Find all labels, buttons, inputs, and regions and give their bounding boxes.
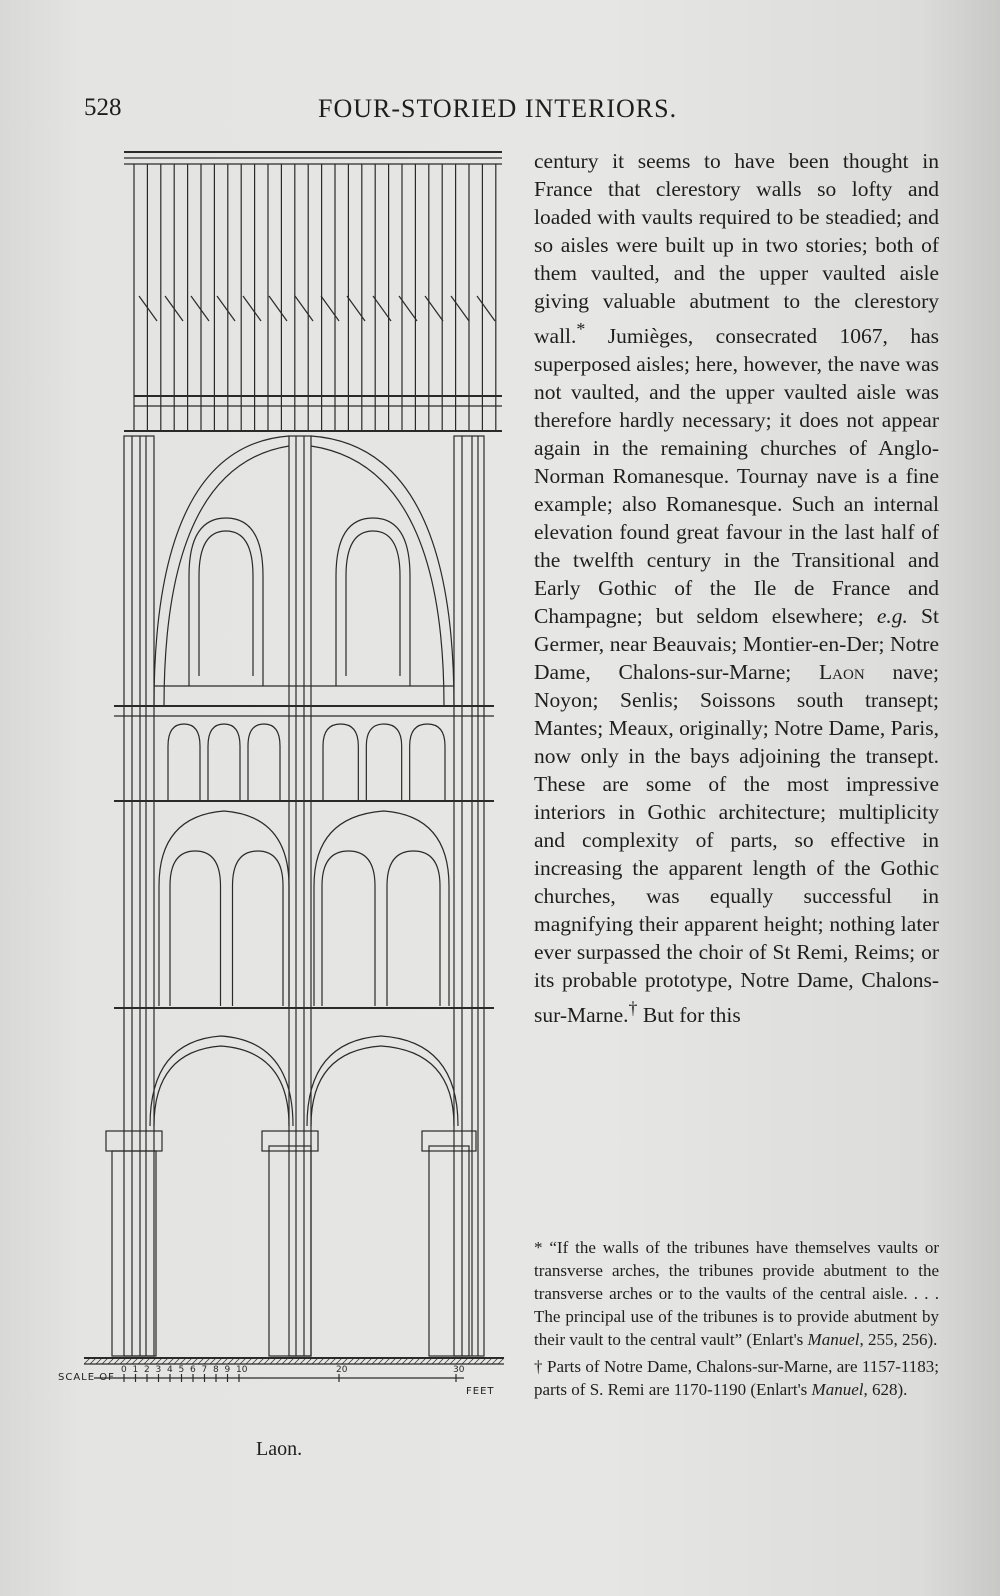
roof-brace <box>295 296 313 321</box>
roof-brace <box>477 296 495 321</box>
footnote-ref-1: * <box>576 319 586 339</box>
text-run: But for this <box>637 1003 741 1028</box>
roof-brace <box>451 296 469 321</box>
page-number: 528 <box>84 94 122 121</box>
scale-tick-label: 1 <box>132 1365 139 1375</box>
tribune-arch <box>322 851 375 1006</box>
roof-brace <box>217 296 235 321</box>
triforium-arch <box>410 724 445 801</box>
footnotes <box>534 1236 939 1401</box>
laon-elevation-figure <box>58 146 514 1460</box>
small-caps-run: Laon <box>819 660 865 685</box>
italic-run: Manuel <box>811 1380 864 1399</box>
scale-tick-label: 6 <box>190 1365 196 1375</box>
roof-brace <box>191 296 209 321</box>
triforium-arch <box>248 724 280 801</box>
scale-tick-label: 2 <box>144 1365 150 1375</box>
triforium-arch <box>168 724 200 801</box>
scale-tick-label: 0 <box>121 1365 127 1375</box>
text-run: Jumièges, consecrated 1067, has superposed aisles; here, however, the nave was not vaulted, and the upper vaulted aisle was therefore hardly necessary; it does not appear again in the remaining churches of Anglo-Norman Romanesque. Tournay nave is a fine example; also Romanesque. Such an internal elevation found great favour in the last half of the twelfth century in the Transitional and Early Gothic of the Ile de France and Champagne; but seldom elsewhere; <box>534 324 939 629</box>
scale-tick-label: 3 <box>155 1365 162 1375</box>
figure-caption: Laon. <box>256 1438 303 1460</box>
scale-tick-label: 8 <box>213 1365 219 1375</box>
main-arcade <box>106 1036 476 1356</box>
footnote-1 <box>534 1236 939 1351</box>
scale-tick-label: 20 <box>336 1365 348 1375</box>
italic-run: e.g. <box>876 604 908 629</box>
scale-tick-label: 5 <box>178 1365 185 1375</box>
scale-tick-label: 7 <box>201 1365 208 1375</box>
text-run: century it seems to have been thought in France that clerestory walls so lofty and loaded with vaults required to be steadied; and so aisles were built up in two stories; both of them vaulted, and the upper vaulted aisle giving valuable abutment to the clerestory wall. <box>534 149 939 349</box>
scale-units-label: FEET <box>466 1386 495 1397</box>
roof-brace <box>243 296 261 321</box>
text-run: , 628). <box>863 1380 908 1399</box>
tribune-arch <box>387 851 440 1006</box>
text-run: , 255, 256). <box>859 1330 938 1349</box>
elevation-drawing <box>84 146 514 1436</box>
roof-brace <box>321 296 339 321</box>
footnote-2 <box>534 1355 939 1401</box>
triforium-arch <box>208 724 240 801</box>
scale-prefix-label: SCALE OF <box>58 1372 115 1383</box>
scale-tick-label: 4 <box>167 1365 173 1375</box>
ground-line <box>84 1358 504 1382</box>
text-run: † Parts of Notre Dame, Chalons-sur-Marne, are 1157-1183; parts of S. Remi are 1170-1190 (Enlart's <box>534 1357 939 1399</box>
page-header <box>84 94 714 134</box>
text-run: * “If the walls of the tribunes have themselves vaults or transverse arches, the tribunes provide abutment to the transverse arches or to the vaults of the central aisle. . . . The principal use of the tribunes is to provide abutment by their vault to the central vault” (Enlart's <box>534 1238 939 1349</box>
triforium-arch <box>323 724 358 801</box>
footnote-ref-2: † <box>628 998 638 1019</box>
triforium-arch <box>366 724 401 801</box>
italic-run: Manuel <box>807 1330 860 1349</box>
scale-tick-label: 30 <box>453 1365 465 1375</box>
tribune-arch <box>233 851 284 1006</box>
roof-timbers <box>124 152 502 431</box>
tribune-arch <box>170 851 221 1006</box>
scale-tick-label: 9 <box>224 1365 231 1375</box>
running-title: FOUR-STORIED INTERIORS. <box>318 94 678 123</box>
roof-brace <box>425 296 443 321</box>
text-run: nave; Noyon; Senlis; Soissons south transept; Mantes; Meaux, originally; Notre Dame, Paris, now only in the bays adjoining the transept. These are some of the most impressive interiors in Gothic architecture; multiplicity and complexity of parts, so effective in increasing the apparent length of the Gothic churches, was equally successful in magnifying their apparent height; nothing later ever surpassed the choir of St Remi, Reims; or its probable prototype, Notre Dame, Chalons-sur-Marne. <box>534 660 940 1028</box>
text-run: St Germer, near Beauvais; Montier-en-Der; Notre Dame, Chalons-sur-Marne; <box>534 604 939 685</box>
scale-tick-label: 10 <box>236 1365 248 1375</box>
main-paragraph <box>534 147 939 1029</box>
roof-brace <box>269 296 287 321</box>
main-text-column <box>534 147 939 1029</box>
